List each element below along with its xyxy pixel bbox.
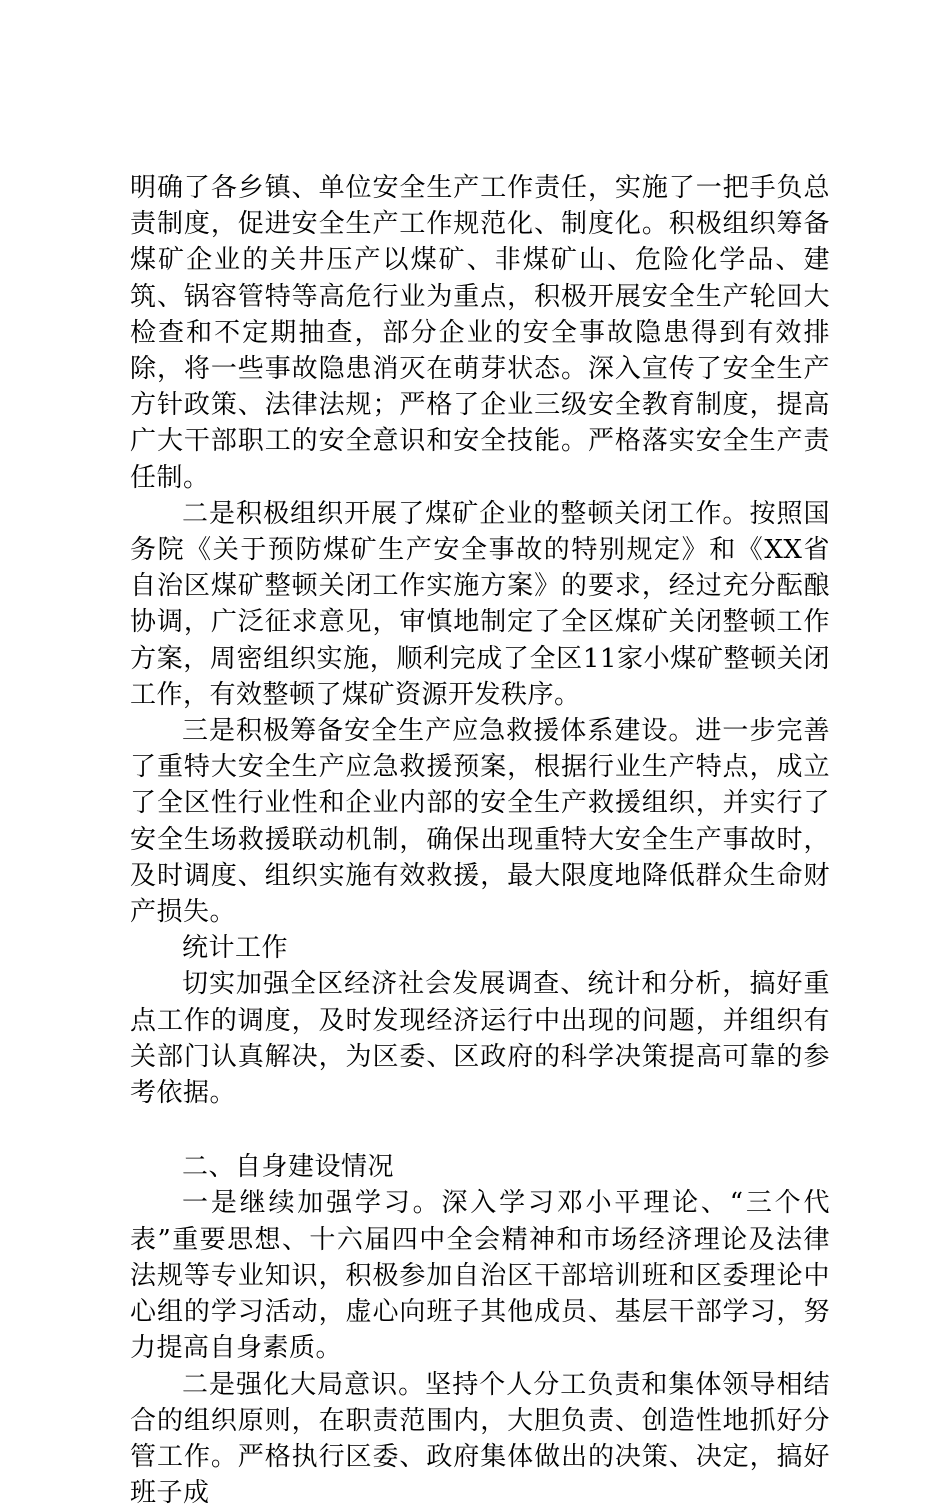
paragraph-statistics: 切实加强全区经济社会发展调查、统计和分析，搞好重点工作的调度，及时发现经济运行中出现的问题，并组织有关部门认真解决，为区委、区政府的科学决策提高可靠的参考依据。: [130, 966, 830, 1111]
paragraph-continue-learning: 一是继续加强学习。深入学习邓小平理论、“三个代表”重要思想、十六届四中全会精神和市场经济理论及法律法规等专业知识，积极参加自治区干部培训班和区委理论中心组的学习活动，虚心向班子其他成员、基层干部学习，努力提高自身素质。: [130, 1185, 830, 1366]
document-body: [130, 170, 830, 1511]
heading-self-construction: 二、自身建设情况: [130, 1149, 830, 1185]
heading-statistics-work: 统计工作: [130, 930, 830, 966]
paragraph-overall-awareness: 二是强化大局意识。坚持个人分工负责和集体领导相结合的组织原则，在职责范围内，大胆负责、创造性地抓好分管工作。严格执行区委、政府集体做出的决策、决定，搞好班子成: [130, 1367, 830, 1511]
paragraph-safety-responsibility: 明确了各乡镇、单位安全生产工作责任，实施了一把手负总责制度，促进安全生产工作规范化、制度化。积极组织筹备煤矿企业的关井压产以煤矿、非煤矿山、危险化学品、建筑、锅容管特等高危行业为重点，积极开展安全生产轮回大检查和不定期抽查，部分企业的安全事故隐患得到有效排除，将一些事故隐患消灭在萌芽状态。深入宣传了安全生产方针政策、法律法规；严格了企业三级安全教育制度，提高广大干部职工的安全意识和安全技能。严格落实安全生产责任制。: [130, 170, 830, 496]
paragraph-coal-mine-rectification: 二是积极组织开展了煤矿企业的整顿关闭工作。按照国务院《关于预防煤矿生产安全事故的特别规定》和《XX省自治区煤矿整顿关闭工作实施方案》的要求，经过充分酝酿协调，广泛征求意见，审慎地制定了全区煤矿关闭整顿工作方案，周密组织实施，顺利完成了全区11家小煤矿整顿关闭工作，有效整顿了煤矿资源开发秩序。: [130, 496, 830, 713]
paragraph-emergency-rescue: 三是积极筹备安全生产应急救援体系建设。进一步完善了重特大安全生产应急救援预案，根据行业生产特点，成立了全区性行业性和企业内部的安全生产救援组织，并实行了安全生场救援联动机制，确保出现重特大安全生产事故时，及时调度、组织实施有效救援，最大限度地降低群众生命财产损失。: [130, 713, 830, 930]
